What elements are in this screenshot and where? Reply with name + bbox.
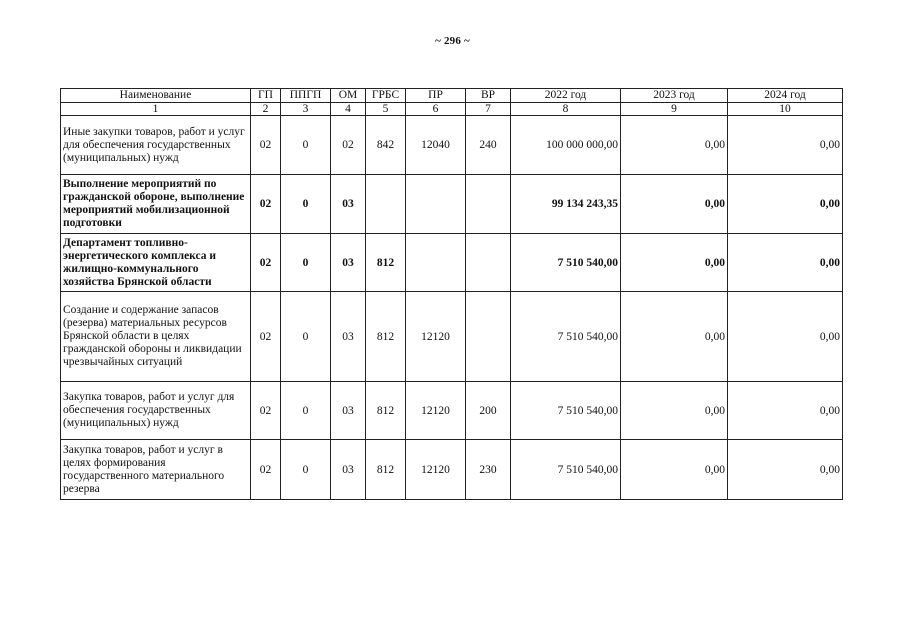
cell-2023: 0,00 (621, 292, 728, 382)
cell-pr (406, 234, 466, 292)
cell-grbs: 812 (366, 292, 406, 382)
column-number: 3 (281, 103, 331, 116)
cell-2024: 0,00 (728, 116, 843, 175)
cell-ppgp: 0 (281, 292, 331, 382)
header-row (61, 89, 843, 103)
cell-om: 03 (331, 382, 366, 440)
table-row (61, 292, 843, 382)
cell-ppgp: 0 (281, 116, 331, 175)
cell-om: 03 (331, 234, 366, 292)
cell-2022: 7 510 540,00 (511, 292, 621, 382)
cell-2022: 7 510 540,00 (511, 234, 621, 292)
cell-gp: 02 (251, 382, 281, 440)
header-grbs: ГРБС (366, 89, 406, 103)
cell-pr: 12120 (406, 382, 466, 440)
cell-grbs: 842 (366, 116, 406, 175)
cell-gp: 02 (251, 292, 281, 382)
header-vr: ВР (466, 89, 511, 103)
cell-2024: 0,00 (728, 175, 843, 234)
column-number: 2 (251, 103, 281, 116)
cell-om: 03 (331, 292, 366, 382)
cell-vr: 240 (466, 116, 511, 175)
cell-2024: 0,00 (728, 292, 843, 382)
cell-pr (406, 175, 466, 234)
header-2023: 2023 год (621, 89, 728, 103)
header-ppgp: ППГП (281, 89, 331, 103)
cell-ppgp: 0 (281, 234, 331, 292)
cell-2022: 100 000 000,00 (511, 116, 621, 175)
row-name: Создание и содержание запасов (резерва) материальных ресурсов Брянской области в целях гражданской обороны и ликвидации чрезвычайных ситуаций (61, 292, 251, 382)
cell-gp: 02 (251, 116, 281, 175)
cell-ppgp: 0 (281, 440, 331, 500)
header-pr: ПР (406, 89, 466, 103)
column-number: 6 (406, 103, 466, 116)
cell-2023: 0,00 (621, 175, 728, 234)
cell-vr (466, 175, 511, 234)
cell-2022: 7 510 540,00 (511, 440, 621, 500)
cell-pr: 12120 (406, 292, 466, 382)
cell-vr (466, 234, 511, 292)
column-number-row (61, 103, 843, 116)
cell-grbs: 812 (366, 234, 406, 292)
table-row (61, 175, 843, 234)
column-number: 4 (331, 103, 366, 116)
cell-vr: 200 (466, 382, 511, 440)
cell-grbs (366, 175, 406, 234)
header-2022: 2022 год (511, 89, 621, 103)
cell-2024: 0,00 (728, 440, 843, 500)
header-name: Наименование (61, 89, 251, 103)
column-number: 10 (728, 103, 843, 116)
cell-grbs: 812 (366, 382, 406, 440)
cell-2022: 99 134 243,35 (511, 175, 621, 234)
cell-2023: 0,00 (621, 116, 728, 175)
table-row (61, 234, 843, 292)
row-name: Закупка товаров, работ и услуг в целях формирования государственного материального резерва (61, 440, 251, 500)
header-2024: 2024 год (728, 89, 843, 103)
column-number: 7 (466, 103, 511, 116)
cell-vr (466, 292, 511, 382)
budget-table (60, 88, 843, 500)
cell-pr: 12040 (406, 116, 466, 175)
cell-2024: 0,00 (728, 382, 843, 440)
cell-om: 02 (331, 116, 366, 175)
cell-grbs: 812 (366, 440, 406, 500)
cell-gp: 02 (251, 234, 281, 292)
column-number: 5 (366, 103, 406, 116)
cell-2023: 0,00 (621, 382, 728, 440)
header-om: ОМ (331, 89, 366, 103)
row-name: Иные закупки товаров, работ и услуг для обеспечения государственных (муниципальных) нужд (61, 116, 251, 175)
column-number: 9 (621, 103, 728, 116)
row-name: Выполнение мероприятий по гражданской обороне, выполнение мероприятий мобилизационной подготовки (61, 175, 251, 234)
cell-ppgp: 0 (281, 382, 331, 440)
cell-gp: 02 (251, 440, 281, 500)
table-row (61, 382, 843, 440)
cell-ppgp: 0 (281, 175, 331, 234)
column-number: 1 (61, 103, 251, 116)
table-row (61, 116, 843, 175)
column-number: 8 (511, 103, 621, 116)
cell-vr: 230 (466, 440, 511, 500)
cell-2022: 7 510 540,00 (511, 382, 621, 440)
page-number: ~ 296 ~ (435, 35, 470, 47)
cell-gp: 02 (251, 175, 281, 234)
cell-om: 03 (331, 440, 366, 500)
cell-2024: 0,00 (728, 234, 843, 292)
cell-pr: 12120 (406, 440, 466, 500)
header-gp: ГП (251, 89, 281, 103)
row-name: Закупка товаров, работ и услуг для обеспечения государственных (муниципальных) нужд (61, 382, 251, 440)
cell-2023: 0,00 (621, 440, 728, 500)
cell-om: 03 (331, 175, 366, 234)
table-row (61, 440, 843, 500)
row-name: Департамент топливно-энергетического комплекса и жилищно-коммунального хозяйства Брянской области (61, 234, 251, 292)
cell-2023: 0,00 (621, 234, 728, 292)
